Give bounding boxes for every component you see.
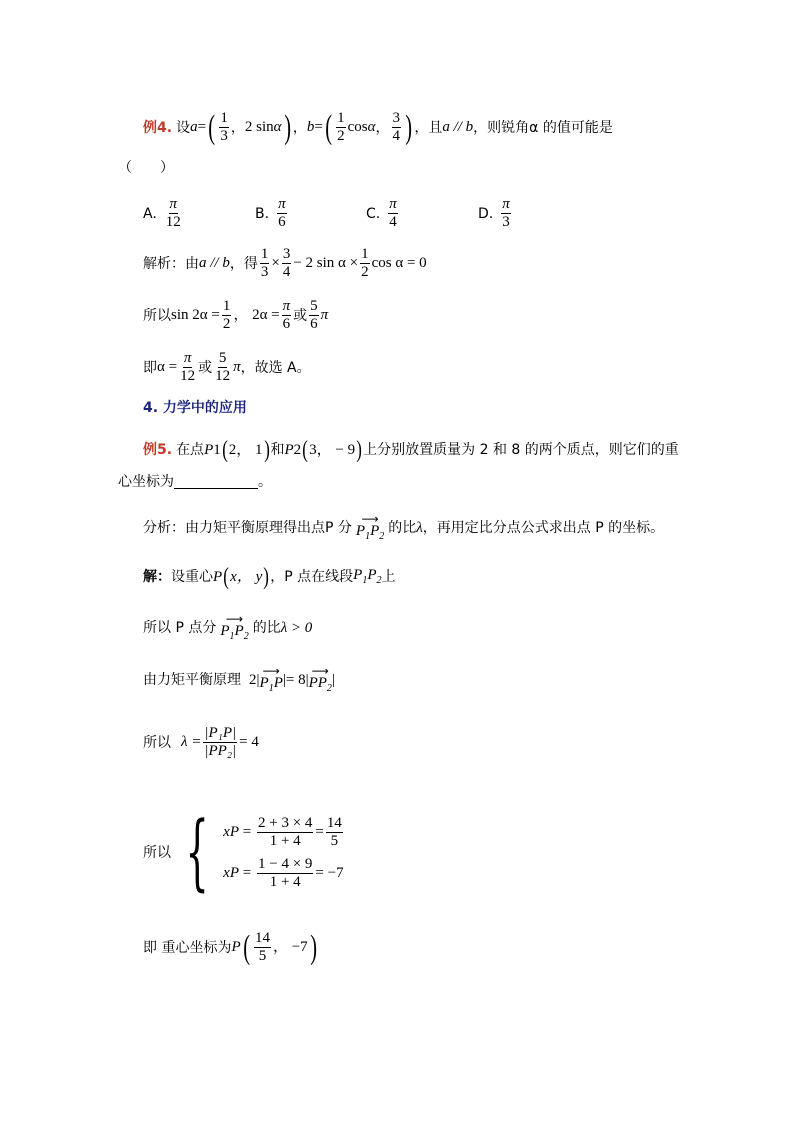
yp-fraction: $\frac{1 - 4 \times 9}{1 + 4}$ [257,856,313,890]
vector-b: b [306,119,315,135]
xp-result: $\frac{14}{5}$ [326,815,342,849]
equation-system [223,815,345,891]
vector-p1p2: ⟶ $P_1P_2$ [355,512,385,542]
fraction-three-quarters: $\frac{3}{4}$ [392,110,400,144]
vector-p1p2: ⟶ $P_1P_2$ [220,612,249,642]
parallel-condition: a // b [442,119,474,135]
option-c-value: $\frac{\pi}{4}$ [389,196,397,230]
solution-4-line-2: 所以 sin 2α = $\frac{1}{2}$ ， 2α = $\frac{\pi}{6}$ 或 $\frac{5}{6}$ π [143,298,329,332]
right-paren: ) [283,108,291,146]
fraction-five-twelfths: $\frac{5}{12}$ [215,350,231,384]
right-paren: ) [405,108,413,146]
fraction-one-third: $\frac{1}{3}$ [260,246,269,280]
left-paren: ( [208,108,216,146]
option-c: C. $\frac{\pi}{4}$ [366,196,397,230]
solution-4-line-3: 即 α = $\frac{\pi}{12}$ 或 $\frac{5}{12}$ π ，故选 A。 [143,350,311,384]
example-4-statement: 例4. 设 a = ( $\frac{1}{3}$ ， 2 sin α ) ， b = ( $\frac{1}{2}$ cos α ， $\frac{3}{4}$ ) ，且 a // b ，则锐角α 的值可能是 [143,108,613,146]
example-4-label: 例4. [143,119,173,136]
solution-5-line-1: 解： 设重心 P ( x， y ) ，P 点在线段 $P_1P_2$ 上 [143,564,396,590]
left-brace: { [185,805,209,900]
example-5-label: 例5. [143,442,173,458]
two-sin: 2 sin [244,119,274,135]
fraction-one-third: $\frac{1}{3}$ [220,110,228,144]
option-d: D. $\frac{\pi}{3}$ [478,196,510,230]
fraction-pi-over-6: $\frac{\pi}{6}$ [282,298,291,332]
right-paren: ) [309,928,317,966]
solution-5-line-5: 所以 { x P = $\frac{2 + 3 \times 4}{1 + 4}$ = $\frac{14}{5}$ x P = $\frac{1 - 4 \times 9}{1 + 4}$ = −7 [143,805,344,900]
fraction-one-half: $\frac{1}{2}$ [222,298,231,332]
left-paren: ( [325,108,332,146]
fraction-five-sixths: $\frac{5}{6}$ [310,298,318,332]
fraction-pi-over-12: $\frac{\pi}{12}$ [180,350,196,384]
solution-4-line-1: 解析：由 a // b ，得 $\frac{1}{3}$ × $\frac{3}{4}$ − 2 sin α × $\frac{1}{2}$ cos α = 0 [143,246,427,280]
set-text: 设 [176,119,191,136]
answer-blank [174,474,258,489]
example-5-continuation: 心坐标为 。 [118,473,272,490]
solution-5-line-2: 所以 P 点分 ⟶ $P_1P_2$ 的比 λ > 0 [143,612,313,642]
option-d-value: $\frac{\pi}{3}$ [502,196,510,230]
analysis-line: 分析：由力矩平衡原理得出点P 分 ⟶ $P_1P_2$ 的比 λ ，再用定比分点公式求出点 P 的坐标。 [143,512,665,542]
centroid-x-fraction: $\frac{14}{5}$ [254,930,270,964]
fraction-one-half: $\frac{1}{2}$ [337,110,345,144]
xp-fraction: $\frac{2 + 3 \times 4}{1 + 4}$ [257,815,313,849]
left-paren: ( [242,928,250,966]
equation-row-2: x P = $\frac{1 - 4 \times 9}{1 + 4}$ = −7 [223,856,344,890]
solution-5-line-6: 即 重心坐标为 P ( $\frac{14}{5}$ ， −7 ) [143,928,317,966]
example-5-statement: 例5. 在点 P 1 ( 2， 1 ) 和 P 2 ( 3， − 9 ) 上分别放置质量为 2 和 8 的两个质点，则它们的重 [143,437,679,463]
vector-pp2: ⟶ $PP_2$ [308,664,332,694]
fraction-three-quarters: $\frac{3}{4}$ [282,246,291,280]
option-b: B. $\frac{\pi}{6}$ [255,196,286,230]
solution-5-line-3: 由力矩平衡原理 2| ⟶ $P_1P$ |= 8| ⟶ $PP_2$ | [143,664,335,694]
option-a: A. $\frac{\pi}{12}$ [143,196,181,230]
equals: = [197,119,207,135]
option-a-value: $\frac{\pi}{12}$ [165,196,181,230]
fraction-one-half: $\frac{1}{2}$ [361,246,369,280]
equation-row-1: x P = $\frac{2 + 3 \times 4}{1 + 4}$ = $\frac{14}{5}$ [223,815,342,849]
vector-a: a [190,119,198,135]
lambda-ratio: $\frac{\text{|P₁P|}}{\text{|PP₂|}}$ [204,725,237,759]
answer-bracket: （ ） [118,160,174,176]
section-heading: 4. 力学中的应用 [143,400,247,416]
option-b-value: $\frac{\pi}{6}$ [278,196,286,230]
vector-p1p: ⟶ $P_1P$ [259,664,283,694]
solution-5-line-4: 所以 λ = $\frac{\text{|P₁P|}}{\text{|PP₂|}}$ = 4 [143,725,259,759]
